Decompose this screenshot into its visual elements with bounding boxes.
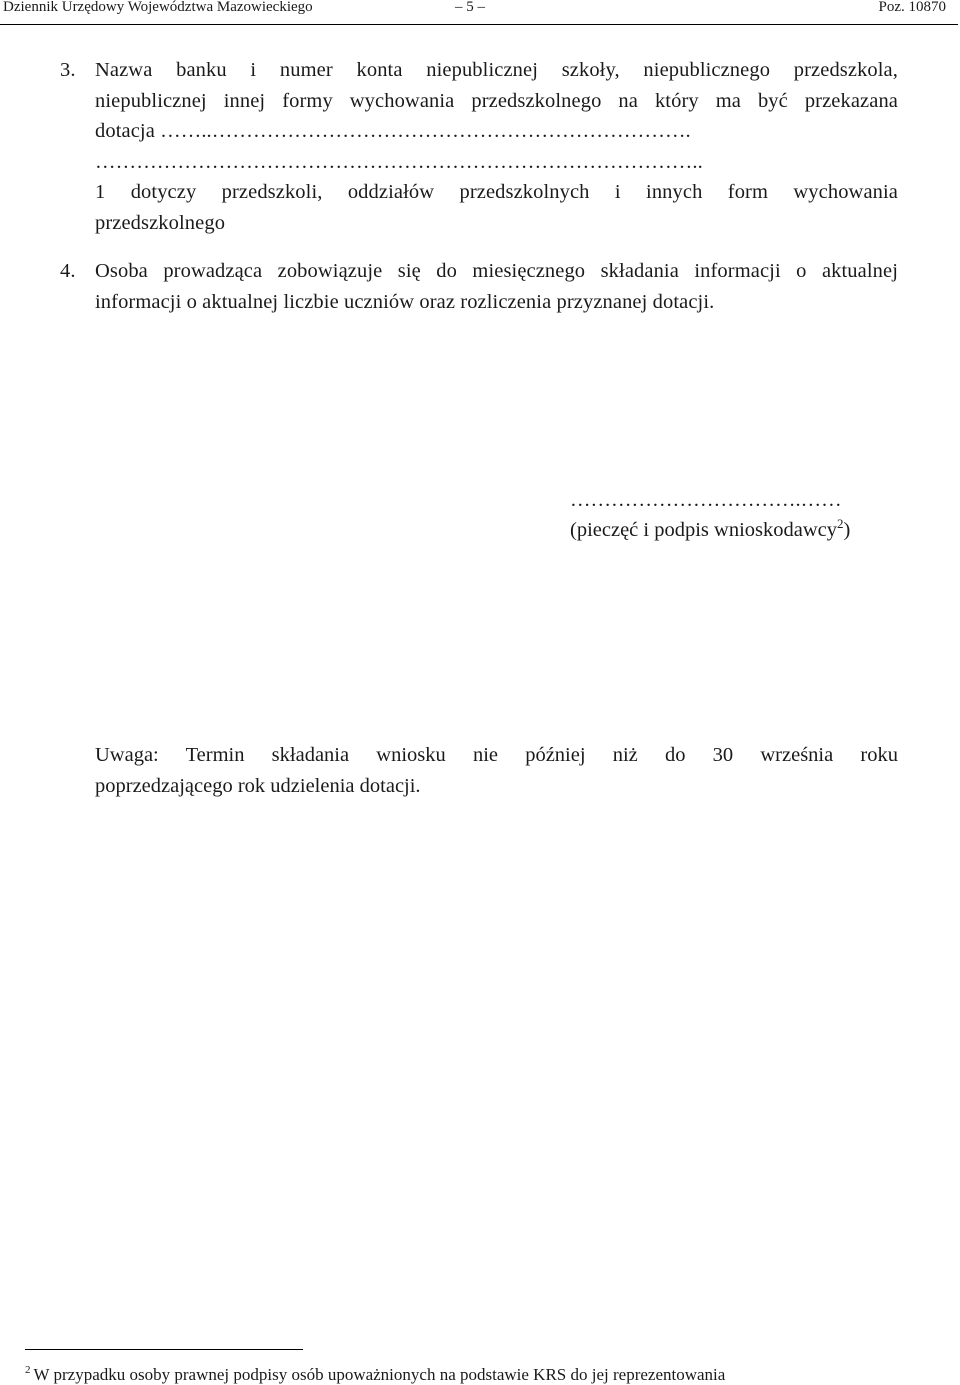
- footnote-marker: 2: [25, 1364, 31, 1376]
- text-line: Osoba prowadząca zobowiązuje się do miesięcznego składania informacji o aktualnej: [95, 260, 898, 282]
- section-number: 4.: [60, 260, 76, 282]
- text-line: niepublicznej innej formy wychowania przedszkolnego na który ma być przekazana: [95, 89, 898, 112]
- footnote-text: W przypadku osoby prawnej podpisy osób upoważnionych na podstawie KRS do jej reprezentowania: [33, 1365, 726, 1384]
- section-text: [95, 256, 898, 317]
- page-header: [0, 0, 958, 25]
- dotted-fill-line: dotacja ……..…………………………………………………………….: [95, 120, 691, 142]
- text-line: przedszkolnego: [95, 211, 226, 234]
- signature-label-close: ): [843, 519, 851, 541]
- deadline-note: [95, 740, 898, 801]
- page-number: – 5 –: [455, 0, 485, 15]
- note-line: Uwaga: Termin składania wniosku nie później niż do 30 września roku: [95, 744, 898, 766]
- section-4: [60, 256, 898, 317]
- note-line: poprzedzającego rok udzielenia dotacji.: [95, 774, 421, 797]
- section-number: 3.: [60, 59, 76, 81]
- journal-title: Dziennik Urzędowy Województwa Mazowieckiego: [3, 0, 313, 15]
- text-line: 1 dotyczy przedszkoli, oddziałów przedszkolnych i innych form wychowania: [95, 181, 898, 203]
- signature-label-text: (pieczęć i podpis wnioskodawcy: [570, 519, 837, 541]
- signature-block: [570, 485, 850, 545]
- position-number: Poz. 10870: [878, 0, 946, 15]
- text-line: informacji o aktualnej liczbie uczniów oraz rozliczenia przyznanej dotacji.: [95, 290, 715, 313]
- footnote: [25, 1360, 725, 1385]
- footnote-ref: 2: [837, 516, 844, 532]
- text-line: Nazwa banku i numer konta niepublicznej szkoły, niepublicznego przedszkola,: [95, 59, 898, 81]
- section-3: [60, 55, 898, 238]
- section-text: [95, 55, 898, 238]
- signature-label: [570, 515, 850, 545]
- dotted-fill-line: ……………………………………………………………………………..: [95, 150, 703, 173]
- footnote-divider: [25, 1349, 303, 1350]
- signature-dotted-line: …………………………….……: [570, 489, 842, 511]
